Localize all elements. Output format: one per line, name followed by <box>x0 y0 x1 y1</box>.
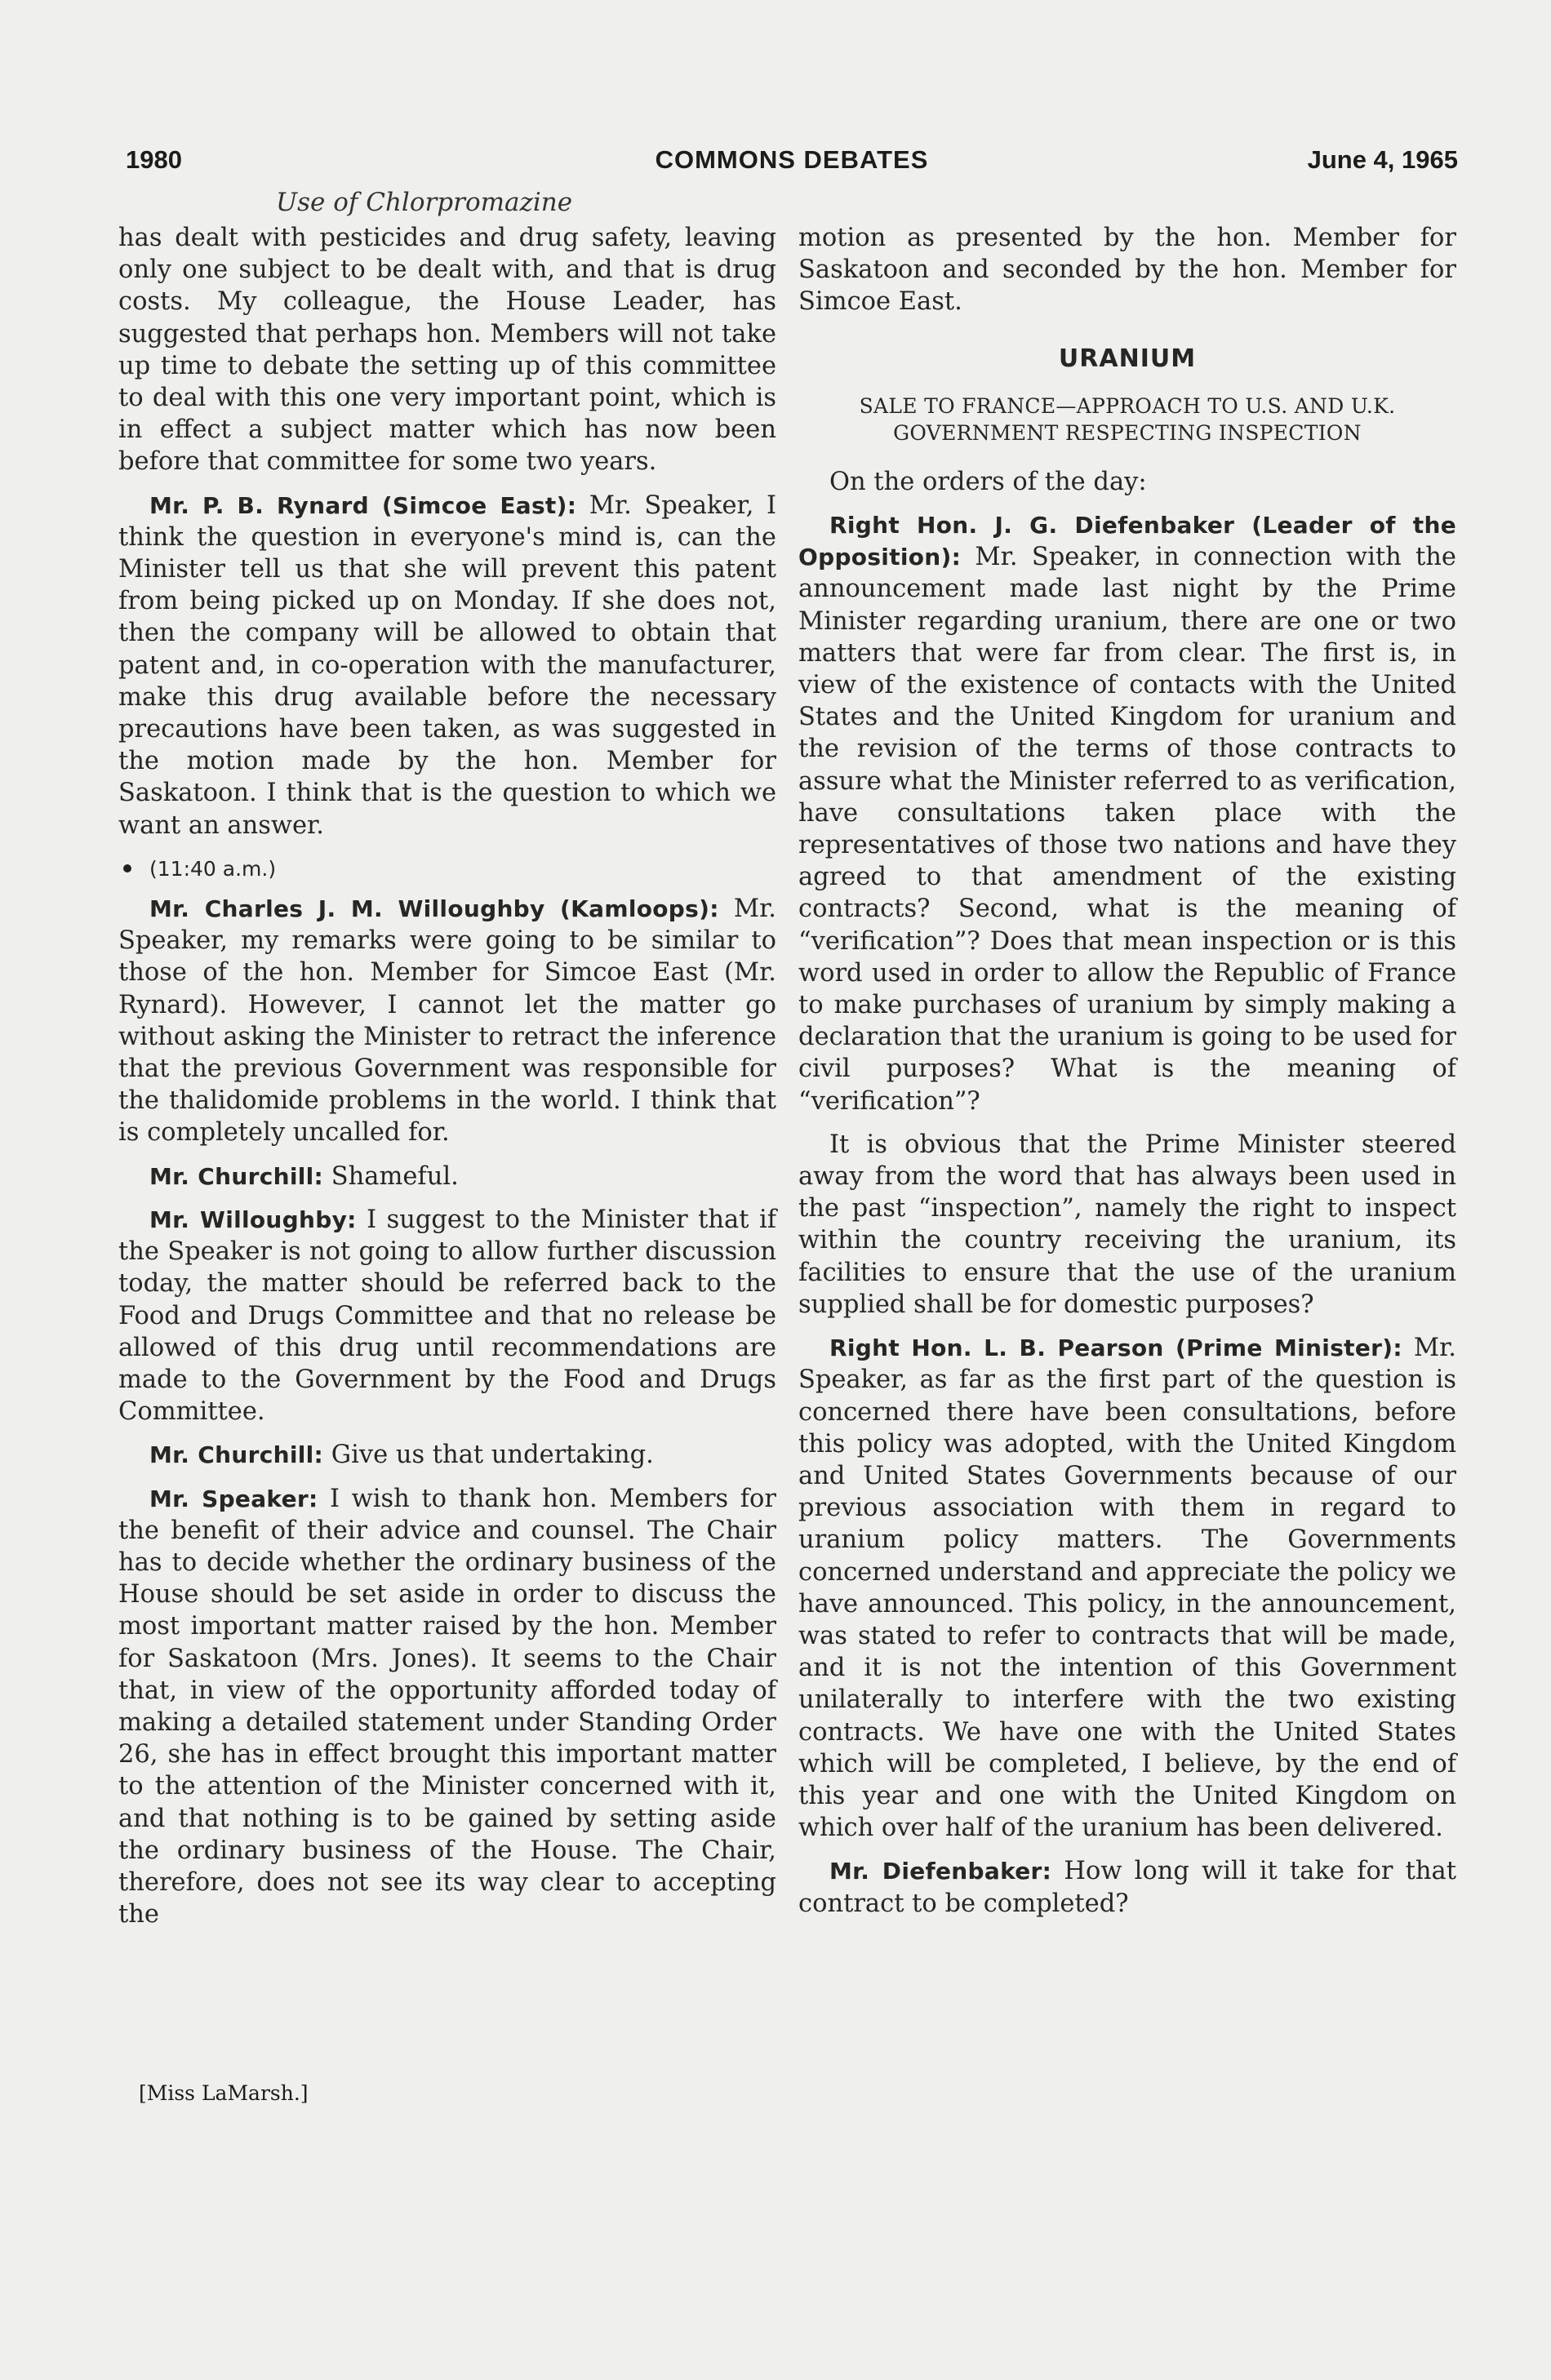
section-heading: URANIUM <box>1058 344 1197 373</box>
speech <box>798 1332 1456 1844</box>
speech-text: Give us that undertaking. <box>331 1441 654 1470</box>
paragraph: has dealt with pesticides and drug safety, leaving only one subject to be dealt with, and that is drug costs. My colleague, the House Leader, has suggested that perhaps hon. Members will not take up time to debate the setting up of this committee to deal with this one very important point, which is in effect a subject matter which has now been before that committee for some two years. <box>118 224 776 477</box>
speaker-name: Mr. Speaker: <box>149 1485 318 1512</box>
speaker-name: Right Hon. J. G. Diefenbaker (Leader of the Opposition): <box>798 512 1456 571</box>
speech-text: I suggest to the Minister that if the Speaker is not going to allow further discussion today, the matter should be referred back to the Food and Drugs Committee and that no release be allowed of this drug until recommendations are made to the Government by the Food and Drugs Committee. <box>118 1205 776 1427</box>
section-subheading: SALE TO FRANCE—APPROACH TO U.S. AND U.K. GOVERNMENT RESPECTING INSPECTION <box>859 393 1396 445</box>
speech <box>118 1204 776 1428</box>
page-header <box>126 145 1458 186</box>
speech <box>118 893 776 1149</box>
speaker-name: Mr. Churchill: <box>149 1162 324 1190</box>
paragraph: motion as presented by the hon. Member for Saskatoon and seconded by the hon. Member for Simcoe East. <box>798 224 1456 317</box>
speech-text: Mr. Speaker, in connection with the announcement made last night by the Prime Minister regarding uranium, there are one or two matters that were far from clear. The first is, in view of the existence of contacts with the United States and the United Kingdom for uranium and the revision of the terms of those contracts to assure what the Minister referred to as verification, have consultations taken place with the representatives of those two nations and have they agreed to that amendment of the existing contracts? Second, what is the meaning of “verification”? Does that mean inspection or is this word used in order to allow the Republic of France to make purchases of uranium by simply making a declaration that the uranium is going to be used for civil purposes? What is the meaning of “verification”? <box>798 543 1456 1116</box>
left-column <box>118 222 776 1942</box>
orders-line: On the orders of the day: <box>829 467 1147 496</box>
speech-text: I wish to thank hon. Members for the benefit of their advice and counsel. The Chair has to decide whether the ordinary business of the House should be set aside in order to discuss the most important matter raised by the hon. Member for Saskatoon (Mrs. Jones). It seems to the Chair that, in view of the opportunity afforded today of making a detailed statement under Standing Order 26, she has in effect brought this important matter to the attention of the Minister concerned with it, and that nothing is to be gained by setting aside the ordinary business of the House. The Chair, therefore, does not see its way clear to accepting the <box>118 1484 776 1929</box>
footer-note: [Miss LaMarsh.] <box>139 2081 309 2105</box>
speech <box>118 1439 776 1471</box>
speech <box>118 1161 776 1192</box>
speaker-name: Mr. P. B. Rynard (Simcoe East): <box>149 491 577 519</box>
time-marker: (11:40 a.m.) <box>118 853 776 885</box>
speaker-name: Right Hon. L. B. Pearson (Prime Minister): <box>829 1334 1402 1362</box>
speaker-name: Mr. Diefenbaker: <box>829 1858 1052 1885</box>
page-number: 1980 <box>126 145 182 174</box>
speech-text: Mr. Speaker, I think the question in everyone's mind is, can the Minister tell us that she will prevent this patent from being picked up on Monday. If she does not, then the company will be allowed to obtain that patent and, in co-operation with the manufacturer, make this drug available before the necessary precautions have been taken, as was suggested in the motion made by the hon. Member for Saskatoon. I think that is the question to which we want an answer. <box>118 491 776 840</box>
speech-text: Mr. Speaker, as far as the first part of the question is concerned there have been consultations, before this policy was adopted, with the United Kingdom and United States Governments because of our previous association with them in regard to uranium policy matters. The Governments concerned understand and appreciate the policy we have announced. This policy, in the announcement, was stated to refer to contracts that will be made, and it is not the intention of this Government unilaterally to interfere with the two existing contracts. We have one with the United States which will be completed, I believe, by the end of this year and one with the United Kingdom on which over half of the uranium has been delivered. <box>798 1334 1456 1843</box>
bullet-icon <box>123 864 131 873</box>
speech <box>798 1855 1456 1919</box>
paragraph: It is obvious that the Prime Minister steered away from the word that has always been used in the past “inspection”, namely the right to inspect within the country receiving the uranium, its facilities to ensure that the use of the uranium supplied shall be for domestic purposes? <box>798 1130 1456 1319</box>
speech <box>118 490 776 841</box>
speech-text: Shameful. <box>331 1161 459 1191</box>
running-subject: Use of Chlorpromazine <box>276 188 573 217</box>
publication-title: COMMONS DEBATES <box>655 145 929 174</box>
speech <box>798 509 1456 1117</box>
speaker-name: Mr. Willoughby: <box>149 1206 357 1233</box>
right-column <box>798 222 1456 1931</box>
speech <box>118 1483 776 1931</box>
speaker-name: Mr. Charles J. M. Willoughby (Kamloops): <box>149 895 719 923</box>
speech-text: Mr. Speaker, my remarks were going to be similar to those of the hon. Member for Simcoe East (Mr. Rynard). However, I cannot let the matter go without asking the Minister to retract the inference that the previous Government was responsible for the thalidomide problems in the world. I think that is completely uncalled for. <box>118 895 776 1148</box>
speech-text: How long will it take for that contract to be completed? <box>798 1857 1456 1918</box>
page-date: June 4, 1965 <box>1307 145 1458 174</box>
speaker-name: Mr. Churchill: <box>149 1441 324 1469</box>
